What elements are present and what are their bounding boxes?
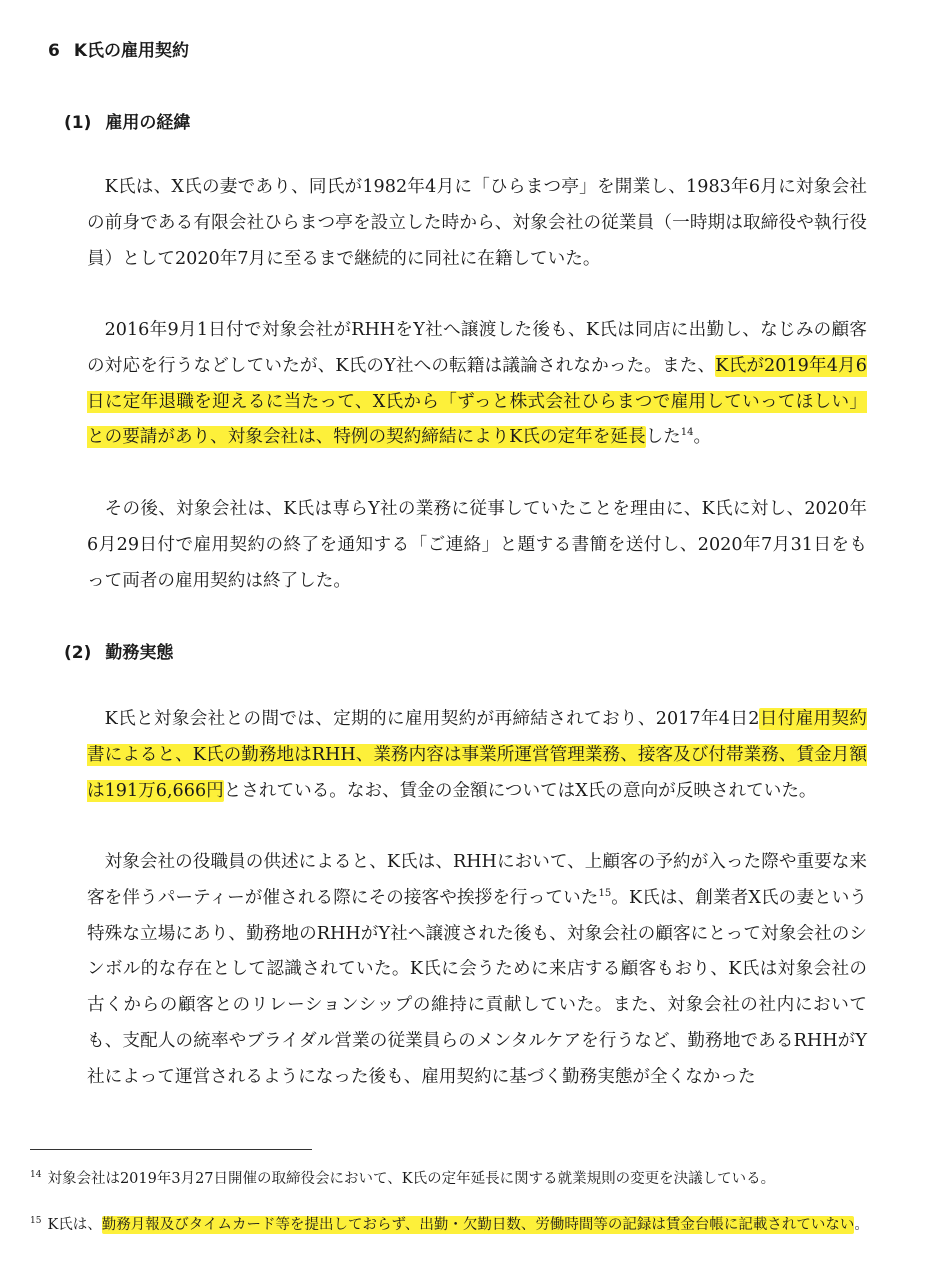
footnote-15-text-a: K氏は、 bbox=[47, 1217, 102, 1233]
footnote-15-number: 15 bbox=[30, 1216, 42, 1227]
paragraph-2 bbox=[87, 313, 867, 456]
subsection-heading-1 bbox=[64, 108, 190, 133]
paragraph-2-highlight: K氏が2019年4月6日に定年退職を迎えるに当たって、X氏から「ずっと株式会社ひらまつで雇用していってほしい」との要請があり、対象会社は、特例の契約締結によりK氏の定年を延長 bbox=[87, 355, 867, 448]
subsection-number-2: (2) bbox=[64, 643, 92, 663]
paragraph-2-text-b: した bbox=[645, 427, 681, 448]
paragraph-1: K氏は、X氏の妻であり、同氏が1982年4月に「ひらまつ亭」を開業し、1983年6月に対象会社の前身である有限会社ひらまつ亭を設立した時から、対象会社の従業員（一時期は取締役や執行役員）として2020年7月に至るまで継続的に同社に在籍していた。 bbox=[87, 177, 867, 269]
footnote-14-number: 14 bbox=[30, 1170, 42, 1181]
footnote-14-text: 対象会社は2019年3月27日開催の取締役会において、K氏の定年延長に関する就業規則の変更を決議している。 bbox=[47, 1171, 776, 1187]
section-heading bbox=[48, 36, 189, 61]
footnote-15 bbox=[30, 1214, 870, 1237]
paragraph-5-text-a: 対象会社の役職員の供述によると、K氏は、RHHにおいて、上顧客の予約が入った際や重要な来客を伴うパーティーが催される際にその接客や挨拶を行っていた bbox=[87, 852, 867, 908]
subsection-heading-2 bbox=[64, 638, 173, 663]
paragraph-5 bbox=[87, 845, 867, 1096]
subsection-title-1: 雇用の経緯 bbox=[105, 113, 191, 133]
footnote-15-text-b: 。 bbox=[854, 1217, 869, 1233]
paragraph-3: その後、対象会社は、K氏は専らY社の業務に従事していたことを理由に、K氏に対し、2020年6月29日付で雇用契約の終了を通知する「ご連絡」と題する書簡を送付し、2020年7月31日をもって両者の雇用契約は終了した。 bbox=[87, 499, 867, 591]
section-number: 6 bbox=[48, 41, 60, 61]
paragraph-2-text-a: 2016年9月1日付で対象会社がRHHをY社へ譲渡した後も、K氏は同店に出勤し、なじみの顧客の対応を行うなどしていたが、K氏のY社への転籍は議論されなかった。また、 bbox=[87, 320, 867, 376]
footnote-14 bbox=[30, 1168, 870, 1191]
footnote-15-highlight: 勤務月報及びタイムカード等を提出しておらず、出勤・欠勤日数、労働時間等の記録は賃金台帳に記載されていない bbox=[101, 1217, 855, 1233]
paragraph-4-text-b: とされている。なお、賃金の金額についてはX氏の意向が反映されていた。 bbox=[223, 780, 817, 801]
section-title: K氏の雇用契約 bbox=[73, 41, 190, 61]
footnote-ref-15[interactable]: 15 bbox=[598, 887, 612, 899]
paragraph-5-text-b: 。K氏は、創業者X氏の妻という特殊な立場にあり、勤務地のRHHがY社へ譲渡された後も、対象会社の顧客にとって対象会社のシンボル的な存在として認識されていた。K氏に会うために来店する顧客もおり、K氏は対象会社の古くからの顧客とのリレーションシップの維持に貢献していた。また、対象会社の社内においても、支配人の統率やブライダル営業の従業員らのメンタルケアを行うなど、勤務地であるRHHがY社によって運営されるようになった後も、雇用契約に基づく勤務実態が全くなかった bbox=[87, 887, 867, 1087]
paragraph-2-text-c: 。 bbox=[693, 427, 712, 448]
paragraph-4-highlight: 日付雇用契約書によると、K氏の勤務地はRHH、業務内容は事業所運営管理業務、接客及び付帯業務、賃金月額は191万6,666円 bbox=[87, 709, 867, 801]
paragraph-4 bbox=[87, 702, 867, 809]
subsection-title-2: 勤務実態 bbox=[105, 643, 174, 663]
paragraph-4-text-a: K氏と対象会社との間では、定期的に雇用契約が再締結されており、2017年4日2 bbox=[104, 709, 760, 729]
footnote-divider bbox=[30, 1149, 312, 1150]
subsection-number-1: (1) bbox=[64, 113, 92, 133]
footnote-ref-14[interactable]: 14 bbox=[680, 427, 694, 439]
